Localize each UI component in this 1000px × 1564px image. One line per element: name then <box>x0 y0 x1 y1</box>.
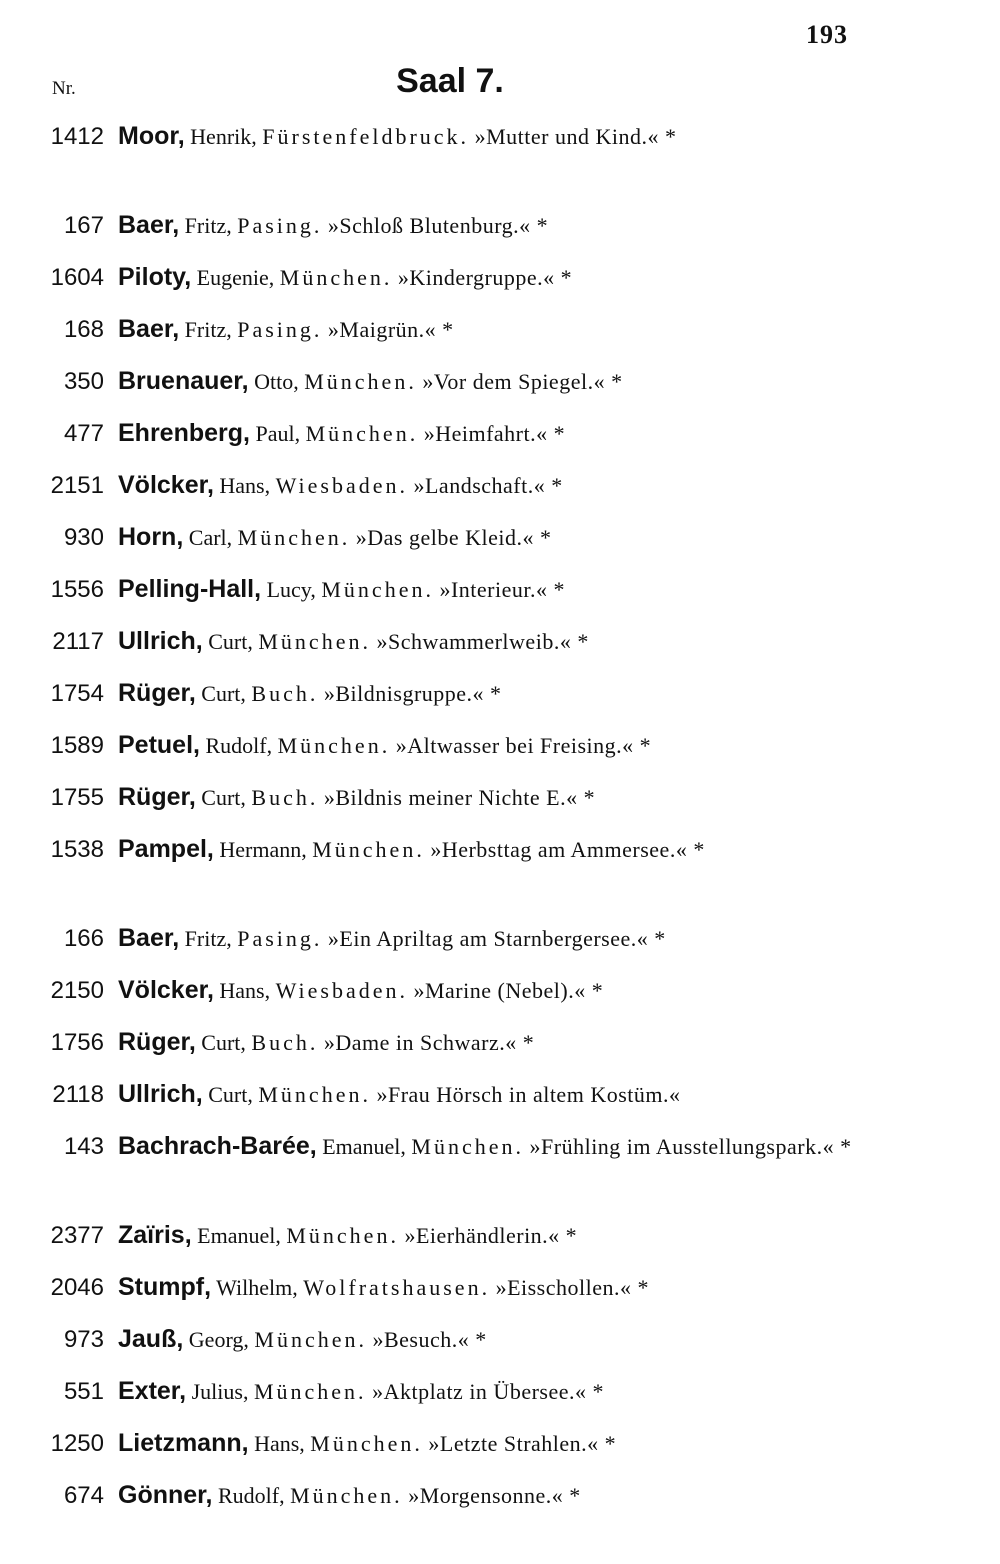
artist-first-name: Emanuel, <box>322 1134 406 1159</box>
nr-column-label: Nr. <box>52 78 76 99</box>
artist-first-name: Carl, <box>188 525 233 550</box>
artist-city: Fürstenfeldbruck. <box>262 124 470 149</box>
catalog-entry <box>0 467 1000 519</box>
entry-text <box>118 1024 906 1061</box>
catalog-entry <box>0 1217 1000 1269</box>
entry-number: 1756 <box>50 1029 104 1056</box>
artist-surname: Lietzmann, <box>118 1429 249 1457</box>
artist-surname: Baer, <box>118 211 180 239</box>
artwork-title: »Letzte Strahlen.« * <box>428 1431 617 1456</box>
artist-city: Buch. <box>251 785 319 810</box>
artist-first-name: Emanuel, <box>197 1223 281 1248</box>
catalog-entry <box>0 779 1000 831</box>
artist-surname: Exter, <box>118 1377 187 1405</box>
artist-first-name: Curt, <box>208 1082 253 1107</box>
entry-text <box>118 118 906 155</box>
artist-surname: Ullrich, <box>118 1080 203 1108</box>
entry-text <box>118 1269 906 1306</box>
catalog-entry <box>0 1024 1000 1076</box>
artwork-title: »Mutter und Kind.« * <box>474 124 677 149</box>
artist-city: Pasing. <box>237 317 323 342</box>
entry-text <box>118 311 906 348</box>
entry-number: 973 <box>63 1326 104 1353</box>
artist-city: Wiesbaden. <box>275 473 408 498</box>
artist-first-name: Wilhelm, <box>216 1275 298 1300</box>
artist-first-name: Curt, <box>208 629 253 654</box>
entry-number: 2046 <box>50 1274 104 1301</box>
page-title: Saal 7. <box>396 62 504 100</box>
entry-number: 2377 <box>50 1222 104 1249</box>
catalog-entry <box>0 519 1000 571</box>
entry-text <box>118 1425 906 1462</box>
artist-city: Buch. <box>251 681 319 706</box>
page-number: 193 <box>806 20 848 49</box>
entry-text <box>118 1373 906 1410</box>
artwork-title: »Marine (Nebel).« * <box>413 978 604 1003</box>
artist-surname: Völcker, <box>118 976 214 1004</box>
catalog-entry <box>0 207 1000 259</box>
entry-number: 2151 <box>50 472 104 499</box>
artwork-title: »Frau Hörsch in altem Kostüm.« <box>376 1082 681 1107</box>
catalog-entry <box>0 1076 1000 1128</box>
artwork-title: »Landschaft.« * <box>413 473 563 498</box>
artwork-title: »Eierhändlerin.« * <box>404 1223 578 1248</box>
artist-city: München. <box>237 525 351 550</box>
artist-first-name: Rudolf, <box>205 733 273 758</box>
artwork-title: »Schwammerlweib.« * <box>376 629 589 654</box>
artist-city: München. <box>277 733 391 758</box>
artist-surname: Jauß, <box>118 1325 184 1353</box>
catalog-entries <box>0 118 1000 1529</box>
catalog-entry <box>0 415 1000 467</box>
catalog-entry <box>0 920 1000 972</box>
artist-first-name: Otto, <box>254 369 299 394</box>
artist-city: München. <box>321 577 434 602</box>
entry-number: 2150 <box>50 977 104 1004</box>
entry-text <box>118 571 906 608</box>
entry-number: 2118 <box>52 1081 104 1108</box>
artwork-title: »Frühling im Ausstellungspark.« * <box>529 1134 852 1159</box>
entry-number: 350 <box>63 368 104 395</box>
artwork-title: »Bildnisgruppe.« * <box>323 681 502 706</box>
entry-number: 1538 <box>50 836 104 863</box>
catalog-entry <box>0 118 1000 207</box>
entry-text <box>118 920 906 957</box>
artist-surname: Pelling-Hall, <box>118 575 262 603</box>
artwork-title: »Schloß Blutenburg.« * <box>327 213 549 238</box>
entry-number: 551 <box>63 1378 104 1405</box>
entry-text <box>118 207 906 244</box>
artist-first-name: Hans, <box>219 473 271 498</box>
artist-city: München. <box>304 369 417 394</box>
artist-first-name: Curt, <box>201 785 246 810</box>
catalog-entry <box>0 727 1000 779</box>
catalog-entry <box>0 571 1000 623</box>
artwork-title: »Kindergruppe.« * <box>397 265 573 290</box>
entry-text <box>118 1128 906 1165</box>
artwork-title: »Dame in Schwarz.« * <box>323 1030 535 1055</box>
entry-text <box>118 1477 906 1514</box>
entry-text <box>118 1217 906 1254</box>
artwork-title: »Eisschollen.« * <box>495 1275 649 1300</box>
artist-first-name: Lucy, <box>266 577 316 602</box>
artist-surname: Rüger, <box>118 679 196 707</box>
entry-text <box>118 831 906 868</box>
artist-first-name: Henrik, <box>190 124 257 149</box>
entry-number: 2117 <box>52 628 104 655</box>
catalog-entry <box>0 1477 1000 1529</box>
entry-text <box>118 415 906 452</box>
artwork-title: »Herbsttag am Ammersee.« * <box>430 837 705 862</box>
artist-city: München. <box>310 1431 423 1456</box>
artist-surname: Baer, <box>118 924 180 952</box>
artwork-title: »Heimfahrt.« * <box>423 421 566 446</box>
artist-city: München. <box>290 1483 403 1508</box>
artist-surname: Horn, <box>118 523 184 551</box>
artist-surname: Ullrich, <box>118 627 203 655</box>
artwork-title: »Ein Apriltag am Starnbergersee.« * <box>327 926 666 951</box>
artwork-title: »Morgensonne.« * <box>408 1483 581 1508</box>
entry-number: 1604 <box>50 264 104 291</box>
entry-text <box>118 259 906 296</box>
entry-text <box>118 1321 906 1358</box>
catalog-entry <box>0 623 1000 675</box>
artist-surname: Moor, <box>118 122 185 150</box>
artist-first-name: Fritz, <box>184 213 232 238</box>
artist-surname: Gönner, <box>118 1481 213 1509</box>
artwork-title: »Aktplatz in Übersee.« * <box>372 1379 604 1404</box>
entry-number: 477 <box>63 420 104 447</box>
artist-first-name: Curt, <box>201 1030 246 1055</box>
entry-number: 166 <box>63 925 104 952</box>
catalog-entry <box>0 259 1000 311</box>
catalog-entry <box>0 675 1000 727</box>
catalog-entry <box>0 831 1000 920</box>
catalog-entry <box>0 1128 1000 1217</box>
artist-surname: Baer, <box>118 315 180 343</box>
catalog-entry <box>0 1373 1000 1425</box>
entry-number: 1250 <box>50 1430 104 1457</box>
entry-text <box>118 972 906 1009</box>
artist-first-name: Hans, <box>219 978 271 1003</box>
artist-surname: Stumpf, <box>118 1273 212 1301</box>
entry-text <box>118 519 906 556</box>
artist-first-name: Julius, <box>191 1379 249 1404</box>
catalog-entry <box>0 1269 1000 1321</box>
entry-number: 674 <box>63 1482 104 1509</box>
catalog-entry <box>0 311 1000 363</box>
artist-surname: Rüger, <box>118 783 196 811</box>
entry-text <box>118 675 906 712</box>
artist-first-name: Curt, <box>201 681 246 706</box>
catalog-entry <box>0 1321 1000 1373</box>
entry-text <box>118 727 906 764</box>
artist-first-name: Georg, <box>188 1327 249 1352</box>
entry-number: 1412 <box>50 123 104 150</box>
artwork-title: »Interieur.« * <box>439 577 565 602</box>
artwork-title: »Das gelbe Kleid.« * <box>355 525 552 550</box>
artist-surname: Völcker, <box>118 471 214 499</box>
artist-surname: Piloty, <box>118 263 192 291</box>
artist-city: München. <box>312 837 425 862</box>
artist-city: Pasing. <box>237 926 323 951</box>
artist-surname: Rüger, <box>118 1028 196 1056</box>
entry-number: 1755 <box>50 784 104 811</box>
artist-city: München. <box>286 1223 399 1248</box>
entry-number: 1754 <box>50 680 104 707</box>
entry-number: 1556 <box>50 576 104 603</box>
artist-first-name: Paul, <box>255 421 301 446</box>
artwork-title: »Altwasser bei Freising.« * <box>395 733 652 758</box>
artist-city: Pasing. <box>237 213 323 238</box>
entry-number: 930 <box>63 524 104 551</box>
artwork-title: »Maigrün.« * <box>327 317 454 342</box>
entry-text <box>118 779 906 816</box>
artist-city: Wolfratshausen. <box>303 1275 491 1300</box>
artist-first-name: Fritz, <box>184 317 232 342</box>
artist-city: München. <box>279 265 393 290</box>
artist-surname: Petuel, <box>118 731 200 759</box>
artist-surname: Bruenauer, <box>118 367 249 395</box>
entry-text <box>118 467 906 504</box>
entry-text <box>118 1076 906 1113</box>
artist-surname: Bachrach-Barée, <box>118 1132 317 1160</box>
artist-city: Buch. <box>251 1030 319 1055</box>
catalog-entry <box>0 363 1000 415</box>
artwork-title: »Vor dem Spiegel.« * <box>422 369 623 394</box>
artist-first-name: Eugenie, <box>196 265 275 290</box>
artist-first-name: Rudolf, <box>217 1483 285 1508</box>
entry-number: 168 <box>63 316 104 343</box>
entry-text <box>118 623 906 660</box>
artist-city: Wiesbaden. <box>275 978 408 1003</box>
entry-text <box>118 363 906 400</box>
artwork-title: »Besuch.« * <box>372 1327 487 1352</box>
artist-city: München. <box>254 1327 367 1352</box>
artist-city: München. <box>258 629 371 654</box>
artist-first-name: Hermann, <box>219 837 307 862</box>
catalog-entry <box>0 972 1000 1024</box>
artist-first-name: Fritz, <box>184 926 232 951</box>
artist-city: München. <box>305 421 419 446</box>
artist-surname: Pampel, <box>118 835 214 863</box>
artist-surname: Zaïris, <box>118 1221 192 1249</box>
entry-number: 1589 <box>50 732 104 759</box>
artist-first-name: Hans, <box>254 1431 305 1456</box>
entry-number: 143 <box>63 1133 104 1160</box>
catalog-entry <box>0 1425 1000 1477</box>
entry-number: 167 <box>63 212 104 239</box>
artist-surname: Ehrenberg, <box>118 419 250 447</box>
artist-city: München. <box>411 1134 525 1159</box>
artist-city: München. <box>258 1082 371 1107</box>
artist-city: München. <box>253 1379 367 1404</box>
artwork-title: »Bildnis meiner Nichte E.« * <box>323 785 596 810</box>
